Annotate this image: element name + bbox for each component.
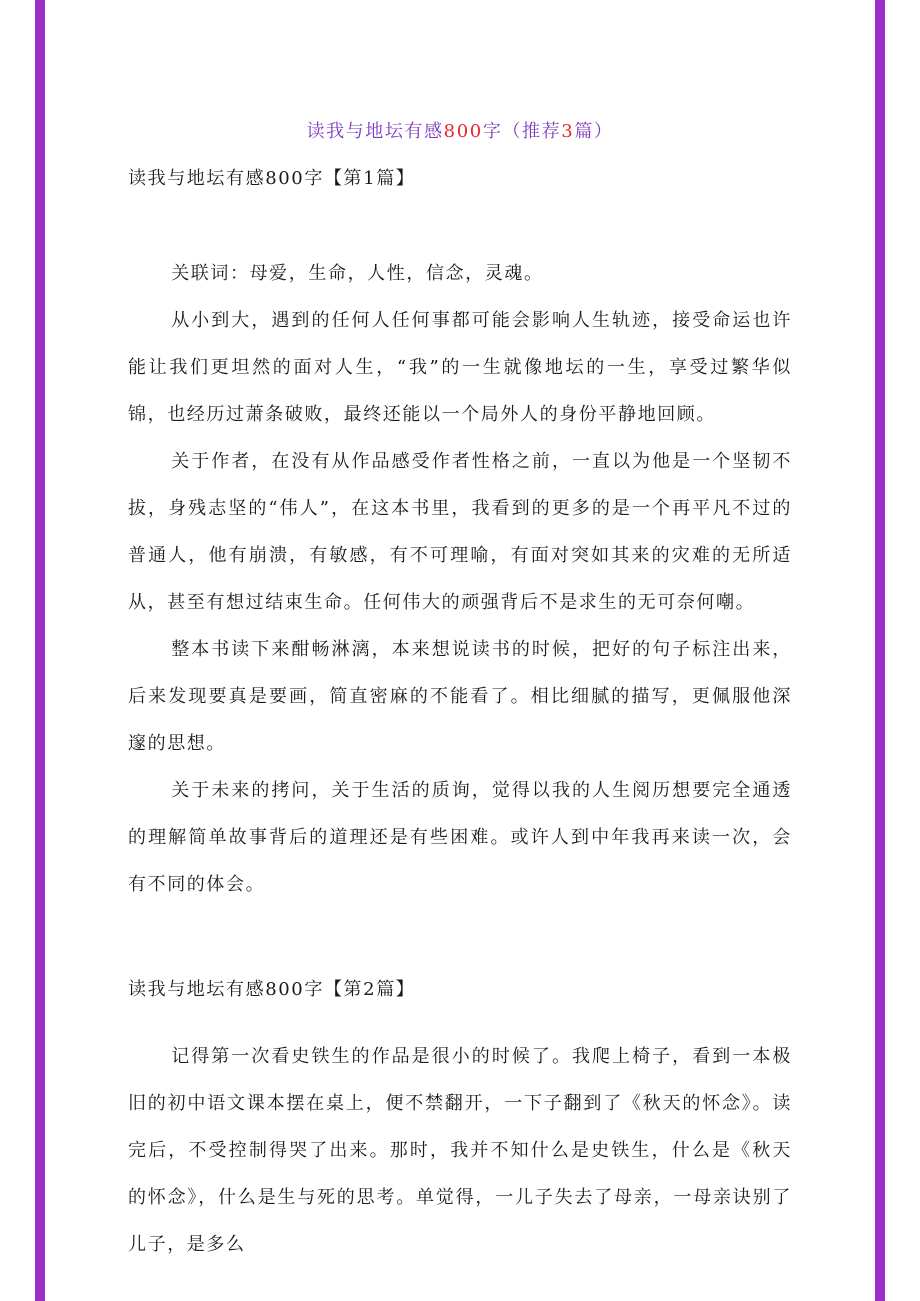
paragraph: 关于未来的拷问，关于生活的质询，觉得以我的人生阅历想要完全通透的理解简单故事背后的道理还是有些困难。或许人到中年我再来读一次，会有不同的体会。 bbox=[128, 780, 792, 895]
title-part: 3 bbox=[561, 121, 575, 142]
page-border-left bbox=[35, 0, 45, 1301]
paragraph: 记得第一次看史铁生的作品是很小的时候了。我爬上椅子，看到一本极旧的初中语文课本摆在桌上，便不禁翻开，一下子翻到了《秋天的怀念》。读完后，不受控制得哭了出来。那时，我并不知什么是史铁生，什么是《秋天的怀念》，什么是生与死的思考。单觉得，一儿子失去了母亲，一母亲诀别了儿子，是多么 bbox=[128, 1046, 792, 1255]
paragraph: 整本书读下来酣畅淋漓，本来想说读书的时候，把好的句子标注出来，后来发现要真是要画，简直密麻的不能看了。相比细腻的描写，更佩服他深邃的思想。 bbox=[128, 639, 792, 754]
paragraph: 关于作者，在没有从作品感受作者性格之前，一直以为他是一个坚韧不拔，身残志坚的“伟人”，在这本书里，我看到的更多的是一个再平凡不过的普通人，他有崩溃，有敏感，有不可理喻，有面对突如其来的灾难的无所适从，甚至有想过结束生命。任何伟大的顽强背后不是求生的无可奈何嘲。 bbox=[128, 451, 792, 613]
section-heading: 读我与地坛有感800字【第1篇】 bbox=[128, 168, 416, 189]
section-heading: 读我与地坛有感800字【第2篇】 bbox=[128, 979, 416, 1000]
paragraph: 关联词：母爱，生命，人性，信念，灵魂。 bbox=[171, 263, 544, 284]
title-part: 篇） bbox=[574, 121, 614, 142]
title-part: 800 bbox=[443, 121, 483, 142]
document-content bbox=[128, 108, 792, 1268]
title-part: 字（推荐 bbox=[482, 121, 562, 142]
document-body bbox=[128, 155, 792, 1268]
paragraph: 从小到大，遇到的任何人任何事都可能会影响人生轨迹，接受命运也许能让我们更坦然的面对人生，“我”的一生就像地坛的一生，享受过繁华似锦，也经历过萧条破败，最终还能以一个局外人的身份平静地回顾。 bbox=[128, 310, 792, 425]
title-part: 读我与地坛有感 bbox=[306, 121, 444, 142]
document-title bbox=[128, 108, 792, 155]
page-border-right bbox=[875, 0, 885, 1301]
